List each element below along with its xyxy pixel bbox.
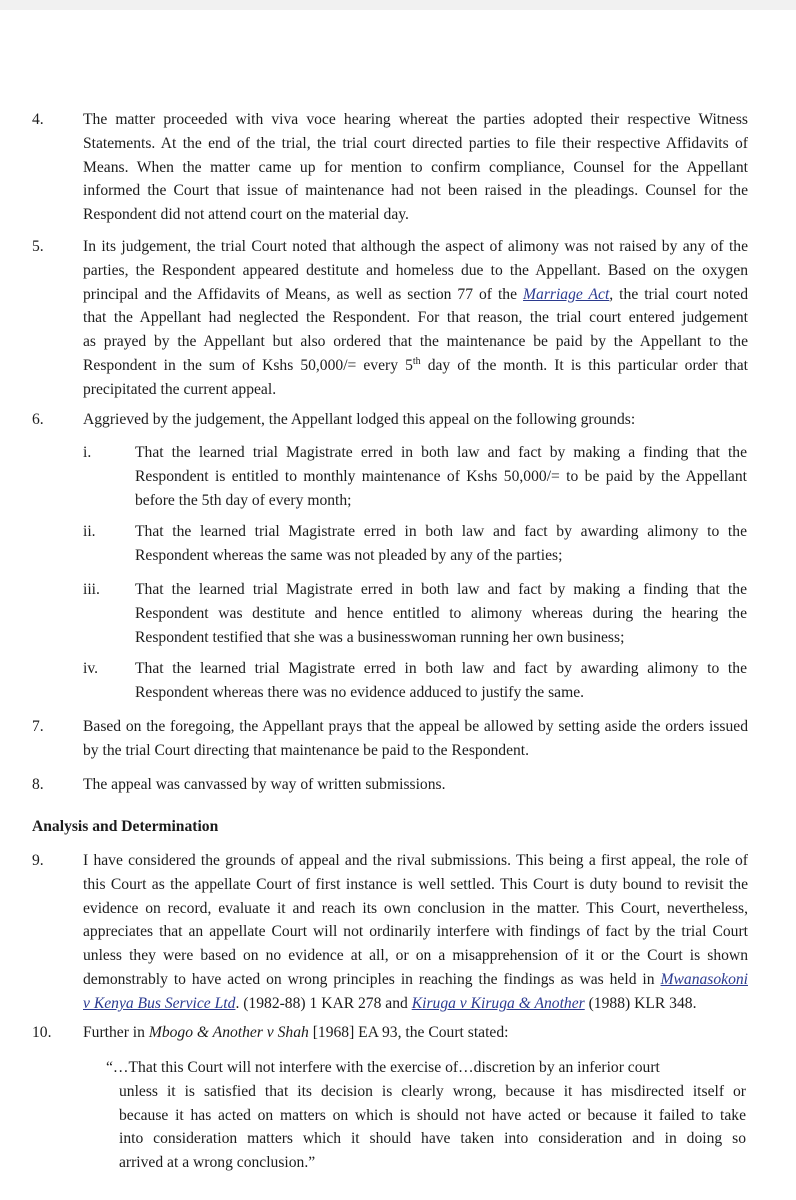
ground-number: ii. [83, 523, 96, 540]
text-line: Based on the foregoing, the Appellant prays that the appeal be allowed by setting aside the orders issued [83, 718, 748, 735]
text-segment: Respondent in the sum of Kshs 50,000/= every 5 [83, 356, 413, 374]
superscript: th [412, 355, 421, 367]
text-segment: principal and the Affidavits of Means, as well as section 77 of the [83, 285, 524, 303]
text-line: as prayed by the Appellant but also ordered that the maintenance be paid by the Appellant to the [83, 333, 748, 351]
ground-iii [83, 578, 747, 649]
paragraph-number: 10. [32, 1024, 52, 1041]
ground-ii [83, 520, 747, 568]
paragraph-number: 8. [32, 776, 44, 793]
marriage-act-link[interactable]: Marriage Act [523, 285, 610, 303]
text-line: by the trial Court directing that maintenance be paid to the Respondent. [83, 741, 530, 759]
text-line: Aggrieved by the judgement, the Appellant lodged this appeal on the following grounds: [83, 411, 636, 428]
paragraph-body [83, 108, 748, 227]
paragraph-body [83, 849, 748, 1016]
paragraph-6 [32, 408, 748, 432]
paragraph-body [83, 1021, 748, 1045]
ground-i [83, 441, 747, 512]
paragraph-7 [32, 715, 748, 763]
text-line: Means. When the matter came up for mention to confirm compliance, Counsel for the Appellant [83, 158, 748, 176]
text-line [83, 992, 748, 1016]
text-line: That the learned trial Magistrate erred in both law and fact by making a finding that the [135, 444, 747, 461]
paragraph-number: 4. [32, 111, 44, 128]
paragraph-body [83, 235, 748, 402]
ground-number: iii. [83, 581, 100, 598]
ground-body [135, 441, 747, 512]
paragraph-8 [32, 773, 748, 797]
text-segment: , the trial court noted [609, 285, 748, 303]
block-quote [106, 1056, 746, 1175]
paragraph-number: 5. [32, 238, 44, 255]
case-name: Mbogo & Another v Shah [148, 1024, 309, 1041]
text-line: precipitated the current appeal. [83, 380, 277, 398]
text-line [83, 354, 748, 378]
text-line: unless they were based on no evidence at all, or on a misapprehension of it or the Court is shown [83, 947, 748, 965]
text-line: That the learned trial Magistrate erred in both law and fact by awarding alimony to the [135, 660, 747, 677]
paragraph-9 [32, 849, 748, 1016]
text-line: The appeal was canvassed by way of written submissions. [83, 776, 446, 793]
text-segment: day of the month. It is this particular order that [420, 356, 748, 374]
quote-line: arrived at a wrong conclusion.” [119, 1154, 316, 1172]
text-line: appreciates that an appellate Court will not ordinarily interfere with findings of fact by the trial Court [83, 923, 748, 941]
kenya-bus-case-link[interactable]: v Kenya Bus Service Ltd [83, 994, 236, 1012]
text-segment: (1988) KLR 348. [584, 994, 697, 1012]
text-segment: Further in [83, 1024, 149, 1041]
text-line: Statements. At the end of the trial, the trial court directed parties to file their respective Affidavits of [83, 134, 748, 152]
kiruga-case-link[interactable]: Kiruga v Kiruga & Another [411, 994, 585, 1012]
quote-line: unless it is satisfied that its decision is clearly wrong, because it has misdirected itself or [119, 1082, 746, 1100]
ground-body [135, 657, 747, 705]
ground-iv [83, 657, 747, 705]
text-line: this Court as the appellate Court of first instance is well settled. This Court is duty bound to revisit the [83, 875, 748, 893]
text-line: In its judgement, the trial Court noted that although the aspect of alimony was not raised by any of the [83, 238, 748, 255]
section-heading: Analysis and Determination [32, 818, 219, 835]
text-line [83, 1021, 748, 1045]
text-line: Respondent was destitute and hence entitled to alimony whereas during the hearing the [135, 604, 747, 622]
text-line [83, 968, 748, 992]
text-line: Respondent whereas the same was not pleaded by any of the parties; [135, 546, 563, 564]
text-segment: [1968] EA 93, the Court stated: [308, 1024, 509, 1041]
mwanasokoni-case-link[interactable]: Mwanasokoni [660, 970, 748, 988]
text-line: evidence on record, evaluate it and reach its own conclusion in the matter. This Court, nevertheless, [83, 899, 748, 917]
paragraph-number: 6. [32, 411, 44, 428]
text-line: before the 5th day of every month; [135, 491, 352, 509]
quote-line: into consideration matters which it should have taken into consideration and in doing so [119, 1130, 746, 1148]
paragraph-10 [32, 1021, 748, 1045]
ground-number: i. [83, 444, 92, 461]
text-line: parties, the Respondent appeared destitute and homeless due to the Appellant. Based on the oxygen [83, 261, 748, 279]
text-line: that the Appellant had neglected the Respondent. For that reason, the trial court entered judgement [83, 309, 748, 327]
ground-body [135, 520, 747, 568]
text-line: Respondent is entitled to monthly maintenance of Kshs 50,000/= to be paid by the Appellant [135, 467, 747, 485]
text-line: That the learned trial Magistrate erred in both law and fact by making a finding that the [135, 581, 747, 598]
ground-body [135, 578, 747, 649]
text-line: informed the Court that issue of maintenance had not been raised in the pleadings. Counsel for the [83, 182, 748, 200]
paragraph-5 [32, 235, 748, 402]
ground-number: iv. [83, 660, 99, 677]
text-line: Respondent testified that she was a businesswoman running her own business; [135, 628, 625, 646]
paragraph-number: 9. [32, 852, 44, 869]
paragraph-body [83, 715, 748, 763]
text-segment: . (1982-88) 1 KAR 278 and [235, 994, 412, 1012]
paragraph-body [83, 773, 748, 797]
paragraph-body [83, 408, 748, 432]
paragraph-number: 7. [32, 718, 44, 735]
text-segment: demonstrably to have acted on wrong principles in reaching the findings as was held in [83, 970, 661, 988]
text-line: Respondent whereas there was no evidence adduced to justify the same. [135, 683, 585, 701]
paragraph-4 [32, 108, 748, 227]
text-line: Respondent did not attend court on the material day. [83, 206, 409, 224]
text-line: The matter proceeded with viva voce hearing whereat the parties adopted their respective Witness [83, 111, 748, 128]
text-line: I have considered the grounds of appeal and the rival submissions. This being a first appeal, the role of [83, 852, 748, 869]
text-line: That the learned trial Magistrate erred in both law and fact by awarding alimony to the [135, 523, 747, 540]
text-line [83, 283, 748, 307]
quote-line: because it has acted on matters on which is should not have acted or because it failed to take [119, 1106, 746, 1124]
quote-line: “…That this Court will not interfere with the exercise of…discretion by an inferior court [106, 1059, 660, 1076]
